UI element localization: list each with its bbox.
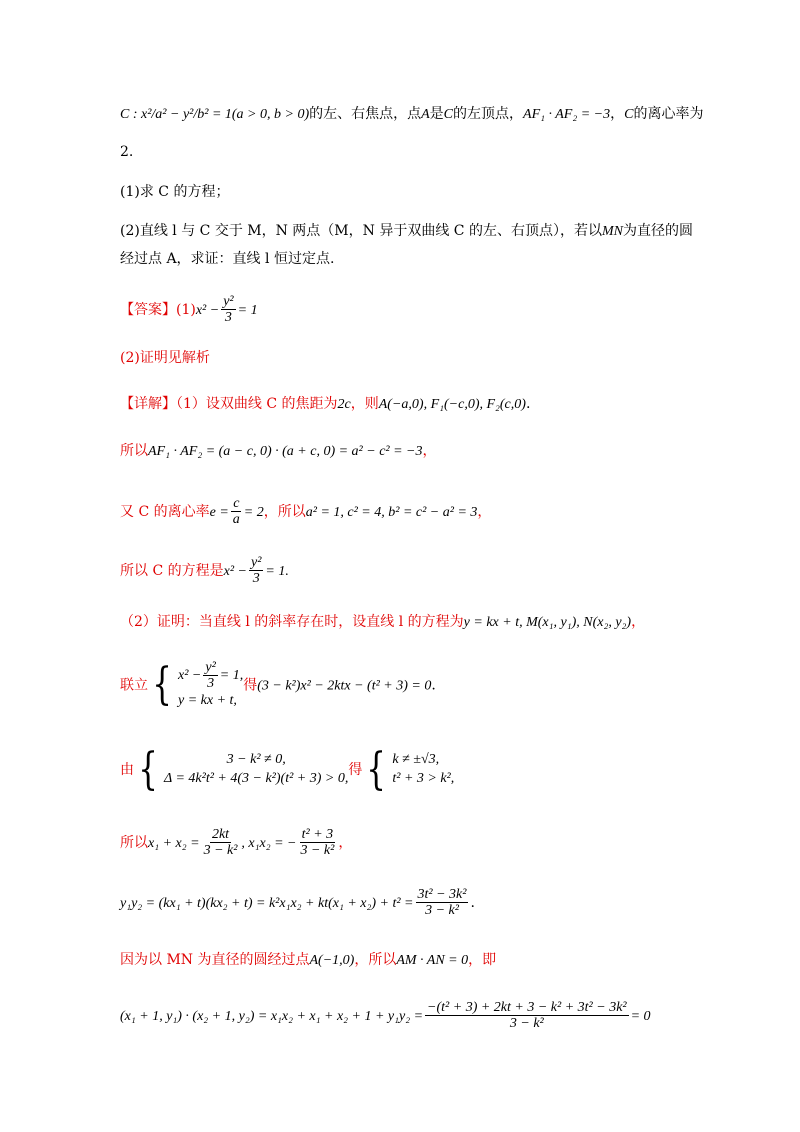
detail-line-11: [120, 1000, 651, 1032]
text-fragment: （2）证明：当直线 l 的斜率存在时，设直线 l 的方程为: [120, 614, 464, 630]
question-1: (1)求 C 的方程；: [120, 184, 230, 200]
dot-product-condition: AF₁ · AF₂ = −3: [523, 107, 611, 122]
text-fragment: 联立: [120, 677, 148, 694]
detail-line-10: [120, 952, 496, 970]
fraction-numerator: y²: [205, 660, 216, 675]
text-fragment: ，: [477, 503, 492, 520]
question-2: [120, 223, 693, 241]
fraction-denominator: 3: [207, 676, 215, 692]
text-fragment: 为直径的圆: [622, 223, 693, 239]
eccentricity-fraction: [231, 496, 242, 528]
detail-line-3: [120, 496, 491, 528]
vieta-product: , x₁x₂ = −: [241, 835, 297, 851]
question-2-line-2: 经过点 A，求证：直线 l 恒过定点.: [120, 251, 335, 267]
fraction-numerator: t² + 3: [301, 827, 334, 842]
y-product-fraction: [416, 887, 469, 919]
text-fragment: 又 C 的离心率: [120, 503, 210, 520]
system-row: [178, 660, 243, 692]
text-fragment: ，: [610, 106, 625, 122]
fraction-denominator: 3: [252, 571, 260, 587]
text-fragment: ，所以: [263, 503, 306, 520]
condition-system: [134, 744, 349, 795]
product-fraction: [298, 827, 336, 859]
vieta-sum: x₁ + x₂ =: [148, 835, 200, 851]
fraction-numerator: y²: [223, 294, 234, 309]
system-rows: [164, 751, 348, 789]
equation-right: = 1.: [265, 563, 289, 579]
text-fragment: 因为以 MN 为直径的圆经过点: [120, 952, 310, 968]
sum-fraction: [202, 827, 240, 859]
row-right: = 1,: [219, 668, 244, 684]
equals-zero: = 0: [630, 1008, 651, 1024]
curve-c: C: [443, 107, 454, 122]
text-fragment: 所以: [120, 443, 148, 459]
text-fragment: 的左、右焦点，点: [309, 106, 422, 122]
detail-line-7: [120, 744, 455, 795]
fraction-denominator: 3 − k²: [425, 903, 459, 919]
fraction-numerator: 2kt: [211, 827, 230, 842]
text-fragment: ，: [338, 834, 353, 851]
text-fragment: 得: [348, 762, 363, 778]
text-fragment: 所以 C 的方程是: [120, 562, 224, 579]
system-row: 3 − k² ≠ 0,: [226, 752, 286, 768]
result-system: [362, 744, 455, 795]
fraction-numerator: −(t² + 3) + 2kt + 3 − k² + 3t² − 3k²: [427, 1000, 627, 1015]
curve-c: C: [624, 107, 634, 122]
y-product: y₁y₂ = (kx₁ + t)(kx₂ + t) = k²x₁x₂ + kt(x₁ + x₂) + t² =: [120, 895, 414, 911]
text-fragment: 由: [120, 762, 134, 778]
text-fragment: (2)直线 l 与 C 交于 M，N 两点（M，N 异于双曲线 C 的左、右顶点），若以: [120, 223, 602, 239]
text-fragment: .: [431, 677, 436, 694]
answer-label: 【答案】: [120, 301, 176, 318]
problem-line-1: [120, 106, 703, 124]
left-brace: {: [152, 659, 172, 711]
row-fraction: [203, 660, 217, 692]
detail-line-8: [120, 827, 352, 859]
detail-line-6: [120, 660, 436, 711]
text-fragment: 得: [243, 677, 258, 694]
parameter-values: a² = 1, c² = 4, b² = c² − a² = 3: [305, 504, 478, 520]
point-coordinates: A(−a,0), F₁(−c,0), F₂(c,0): [378, 397, 526, 412]
fraction-denominator: 3 − k²: [300, 843, 335, 859]
fraction-denominator: 3 − k²: [203, 843, 238, 859]
answer-part1-prefix: (1): [176, 301, 196, 318]
left-brace: {: [138, 744, 158, 795]
text-fragment: （1）设双曲线 C 的焦距为: [176, 396, 338, 412]
fraction-denominator: 3 − k²: [509, 1016, 544, 1032]
fraction-numerator: 3t² − 3k²: [417, 887, 467, 902]
text-fragment: ，即: [468, 952, 497, 968]
point-a-coordinates: A(−1,0): [309, 953, 355, 968]
focal-distance: 2c: [337, 397, 351, 412]
fraction-numerator: y²: [250, 555, 262, 570]
detail-line-2: [120, 443, 437, 461]
fraction-denominator: 3: [224, 310, 232, 326]
answer-line-1: [120, 294, 258, 326]
detail-line-4: [120, 555, 289, 587]
answer-eq-left: x² −: [195, 302, 220, 318]
line-equation: y = kx + t, M(x₁, y₁), N(x₂, y₂): [463, 615, 632, 630]
row-left: x² −: [178, 668, 202, 684]
detail-line-9: [120, 887, 475, 919]
text-fragment: .: [470, 894, 475, 911]
fraction-numerator: c: [233, 496, 240, 511]
equation-left: x² −: [223, 563, 247, 579]
point-a: A: [421, 107, 430, 122]
problem-line-2: 2.: [120, 144, 134, 160]
hyperbola-definition: C : x²/a² − y²/b² = 1(a > 0, b > 0): [120, 107, 310, 122]
eccentricity: e =: [209, 504, 229, 520]
expanded-dot-product: (x₁ + 1, y₁) · (x₂ + 1, y₂) = x₁x₂ + x₁ + x₂ + 1 + y₁y₂ =: [120, 1008, 424, 1024]
text-fragment: 的左顶点，: [453, 106, 524, 122]
answer-eq-right: = 1: [237, 302, 258, 318]
equation-system: [148, 660, 243, 711]
fraction-denominator: a: [232, 512, 240, 528]
text-fragment: 的离心率为: [633, 106, 704, 122]
segment-mn: MN: [601, 224, 623, 239]
text-fragment: .: [525, 396, 531, 412]
detail-label: 【详解】: [120, 396, 176, 412]
equation-fraction: [249, 555, 263, 587]
system-rows: [392, 751, 454, 789]
expanded-fraction: [425, 1000, 629, 1032]
dot-product-calculation: AF₁ · AF₂ = (a − c, 0) · (a + c, 0) = a² − c² = −3: [148, 444, 423, 459]
text-fragment: ，所以: [354, 952, 397, 968]
system-row: k ≠ ±√3,: [392, 752, 440, 768]
answer-fraction: [221, 294, 235, 326]
text-fragment: ，则: [350, 396, 379, 412]
system-rows: [178, 660, 243, 711]
system-row: y = kx + t,: [178, 692, 237, 708]
quadratic-result: (3 − k²)x² − 2ktx − (t² + 3) = 0: [257, 678, 432, 694]
text-fragment: ，: [631, 614, 646, 630]
detail-line-5: [120, 614, 645, 632]
detail-line-1: [120, 396, 530, 414]
eccentricity-value: = 2: [243, 504, 264, 520]
perpendicular-condition: AM · AN = 0: [396, 953, 469, 968]
text-fragment: 是: [429, 106, 444, 122]
system-row: t² + 3 > k²,: [392, 771, 455, 786]
left-brace: {: [366, 744, 387, 795]
text-fragment: 所以: [120, 834, 148, 851]
system-row: Δ = 4k²t² + 4(3 − k²)(t² + 3) > 0,: [164, 771, 349, 786]
answer-part-2: (2)证明见解析: [120, 350, 210, 366]
text-fragment: ，: [422, 443, 437, 459]
